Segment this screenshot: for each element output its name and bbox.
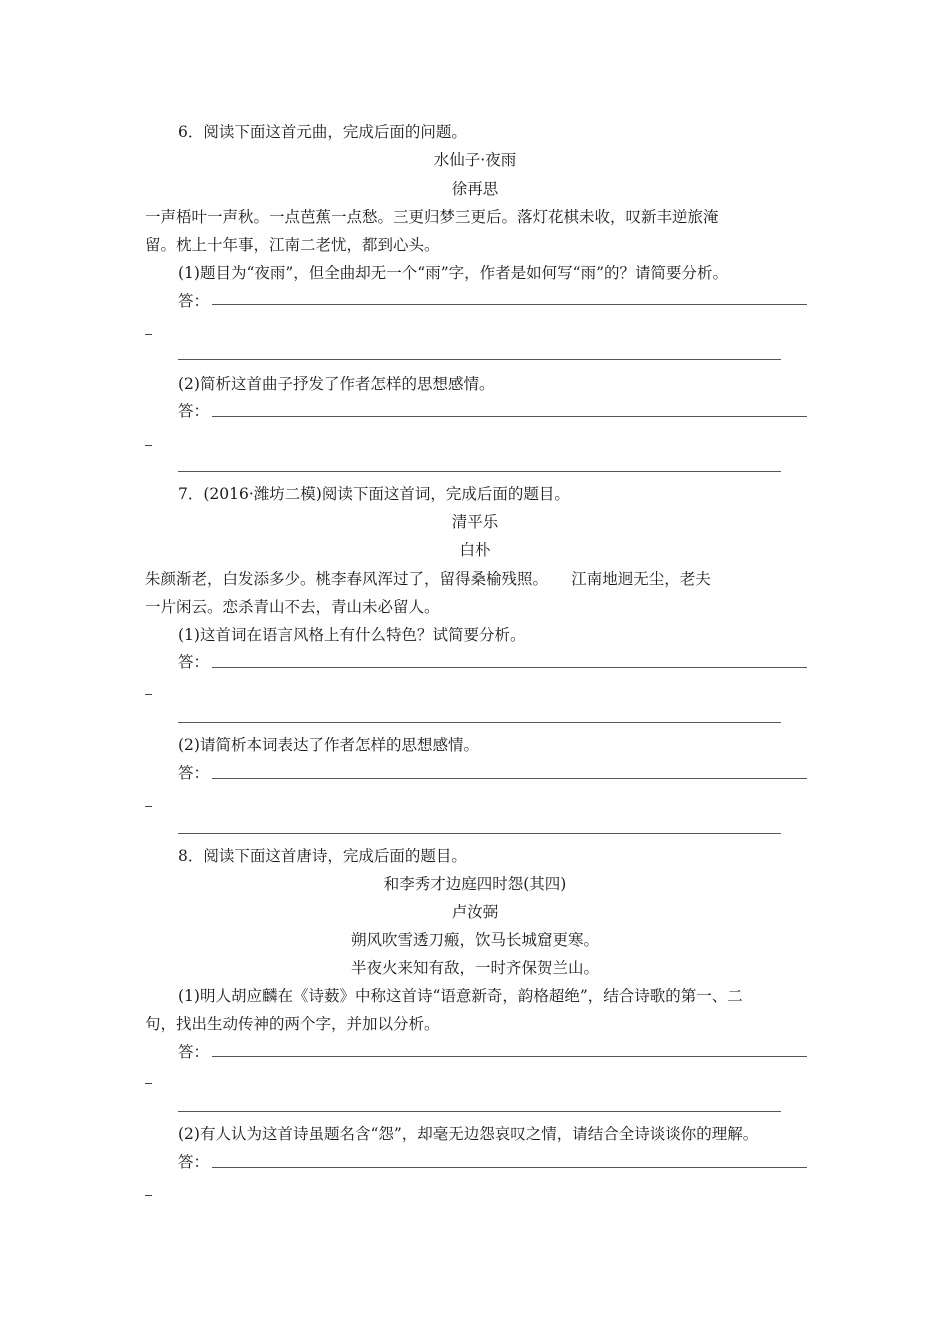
- answer-line-dash: [145, 1195, 152, 1196]
- q8-poem-line-1: 朔风吹雪透刀瘢，饮马长城窟更寒。: [350, 931, 599, 949]
- answer-line[interactable]: [178, 722, 781, 723]
- q8-title: 和李秀才边庭四时怨(其四): [383, 875, 567, 893]
- q8-sub-question-1-line-2: 句，找出生动传神的两个字，并加以分析。: [145, 1015, 440, 1033]
- q7-text-line-2: 一片闲云。恋杀青山不去，青山未必留人。: [145, 598, 440, 616]
- answer-label: 答：: [178, 764, 210, 782]
- q6-prompt: 6．阅读下面这首元曲，完成后面的问题。: [178, 123, 467, 141]
- q7-sub-question-2: (2)请简析本词表达了作者怎样的思想感情。: [178, 736, 479, 754]
- answer-line-dash: [145, 334, 152, 335]
- answer-label: 答：: [178, 292, 210, 310]
- q7-author: 白朴: [459, 541, 491, 559]
- answer-line[interactable]: [212, 1056, 807, 1057]
- q6-author: 徐再思: [451, 180, 499, 198]
- q7-prompt: 7．(2016·潍坊二模)阅读下面这首词，完成后面的题目。: [178, 485, 570, 503]
- q6-sub-question-1: (1)题目为“夜雨”，但全曲却无一个“雨”字，作者是如何写“雨”的？请简要分析。: [178, 264, 729, 282]
- q8-prompt: 8．阅读下面这首唐诗，完成后面的题目。: [178, 847, 467, 865]
- answer-label: 答：: [178, 1043, 210, 1061]
- answer-line[interactable]: [212, 304, 807, 305]
- answer-line[interactable]: [212, 1167, 807, 1168]
- answer-line-dash: [145, 806, 152, 807]
- q7-title: 清平乐: [451, 513, 499, 531]
- answer-line[interactable]: [178, 1111, 781, 1112]
- answer-line-dash: [145, 445, 152, 446]
- answer-label: 答：: [178, 653, 210, 671]
- q8-sub-question-1-line-1: (1)明人胡应麟在《诗薮》中称这首诗“语意新奇，韵格超绝”，结合诗歌的第一、二: [178, 987, 743, 1005]
- q6-text-line-1: 一声梧叶一声秋。一点芭蕉一点愁。三更归梦三更后。落灯花棋未收，叹新丰逆旅淹: [145, 208, 719, 226]
- answer-line[interactable]: [178, 359, 781, 360]
- q6-sub-question-2: (2)简析这首曲子抒发了作者怎样的思想感情。: [178, 375, 495, 393]
- q6-title: 水仙子·夜雨: [433, 151, 517, 169]
- answer-line[interactable]: [212, 778, 807, 779]
- q8-sub-question-2: (2)有人认为这首诗虽题名含“怨”，却毫无边怨哀叹之情，请结合全诗谈谈你的理解。: [178, 1125, 759, 1143]
- q7-sub-question-1: (1)这首词在语言风格上有什么特色？试简要分析。: [178, 626, 526, 644]
- answer-line[interactable]: [212, 416, 807, 417]
- answer-line[interactable]: [178, 471, 781, 472]
- q8-author: 卢汝弼: [451, 903, 499, 921]
- answer-line[interactable]: [178, 833, 781, 834]
- q6-text-line-2: 留。枕上十年事，江南二老忧，都到心头。: [145, 236, 440, 254]
- q8-poem-line-2: 半夜火来知有敌，一时齐保贺兰山。: [350, 959, 599, 977]
- answer-label: 答：: [178, 402, 210, 420]
- answer-line[interactable]: [212, 667, 807, 668]
- answer-line-dash: [145, 694, 152, 695]
- answer-label: 答：: [178, 1153, 210, 1171]
- q7-text-line-1: 朱颜渐老，白发添多少。桃李春风浑过了，留得桑榆残照。 江南地迥无尘，老夫: [145, 570, 711, 588]
- answer-line-dash: [145, 1083, 152, 1084]
